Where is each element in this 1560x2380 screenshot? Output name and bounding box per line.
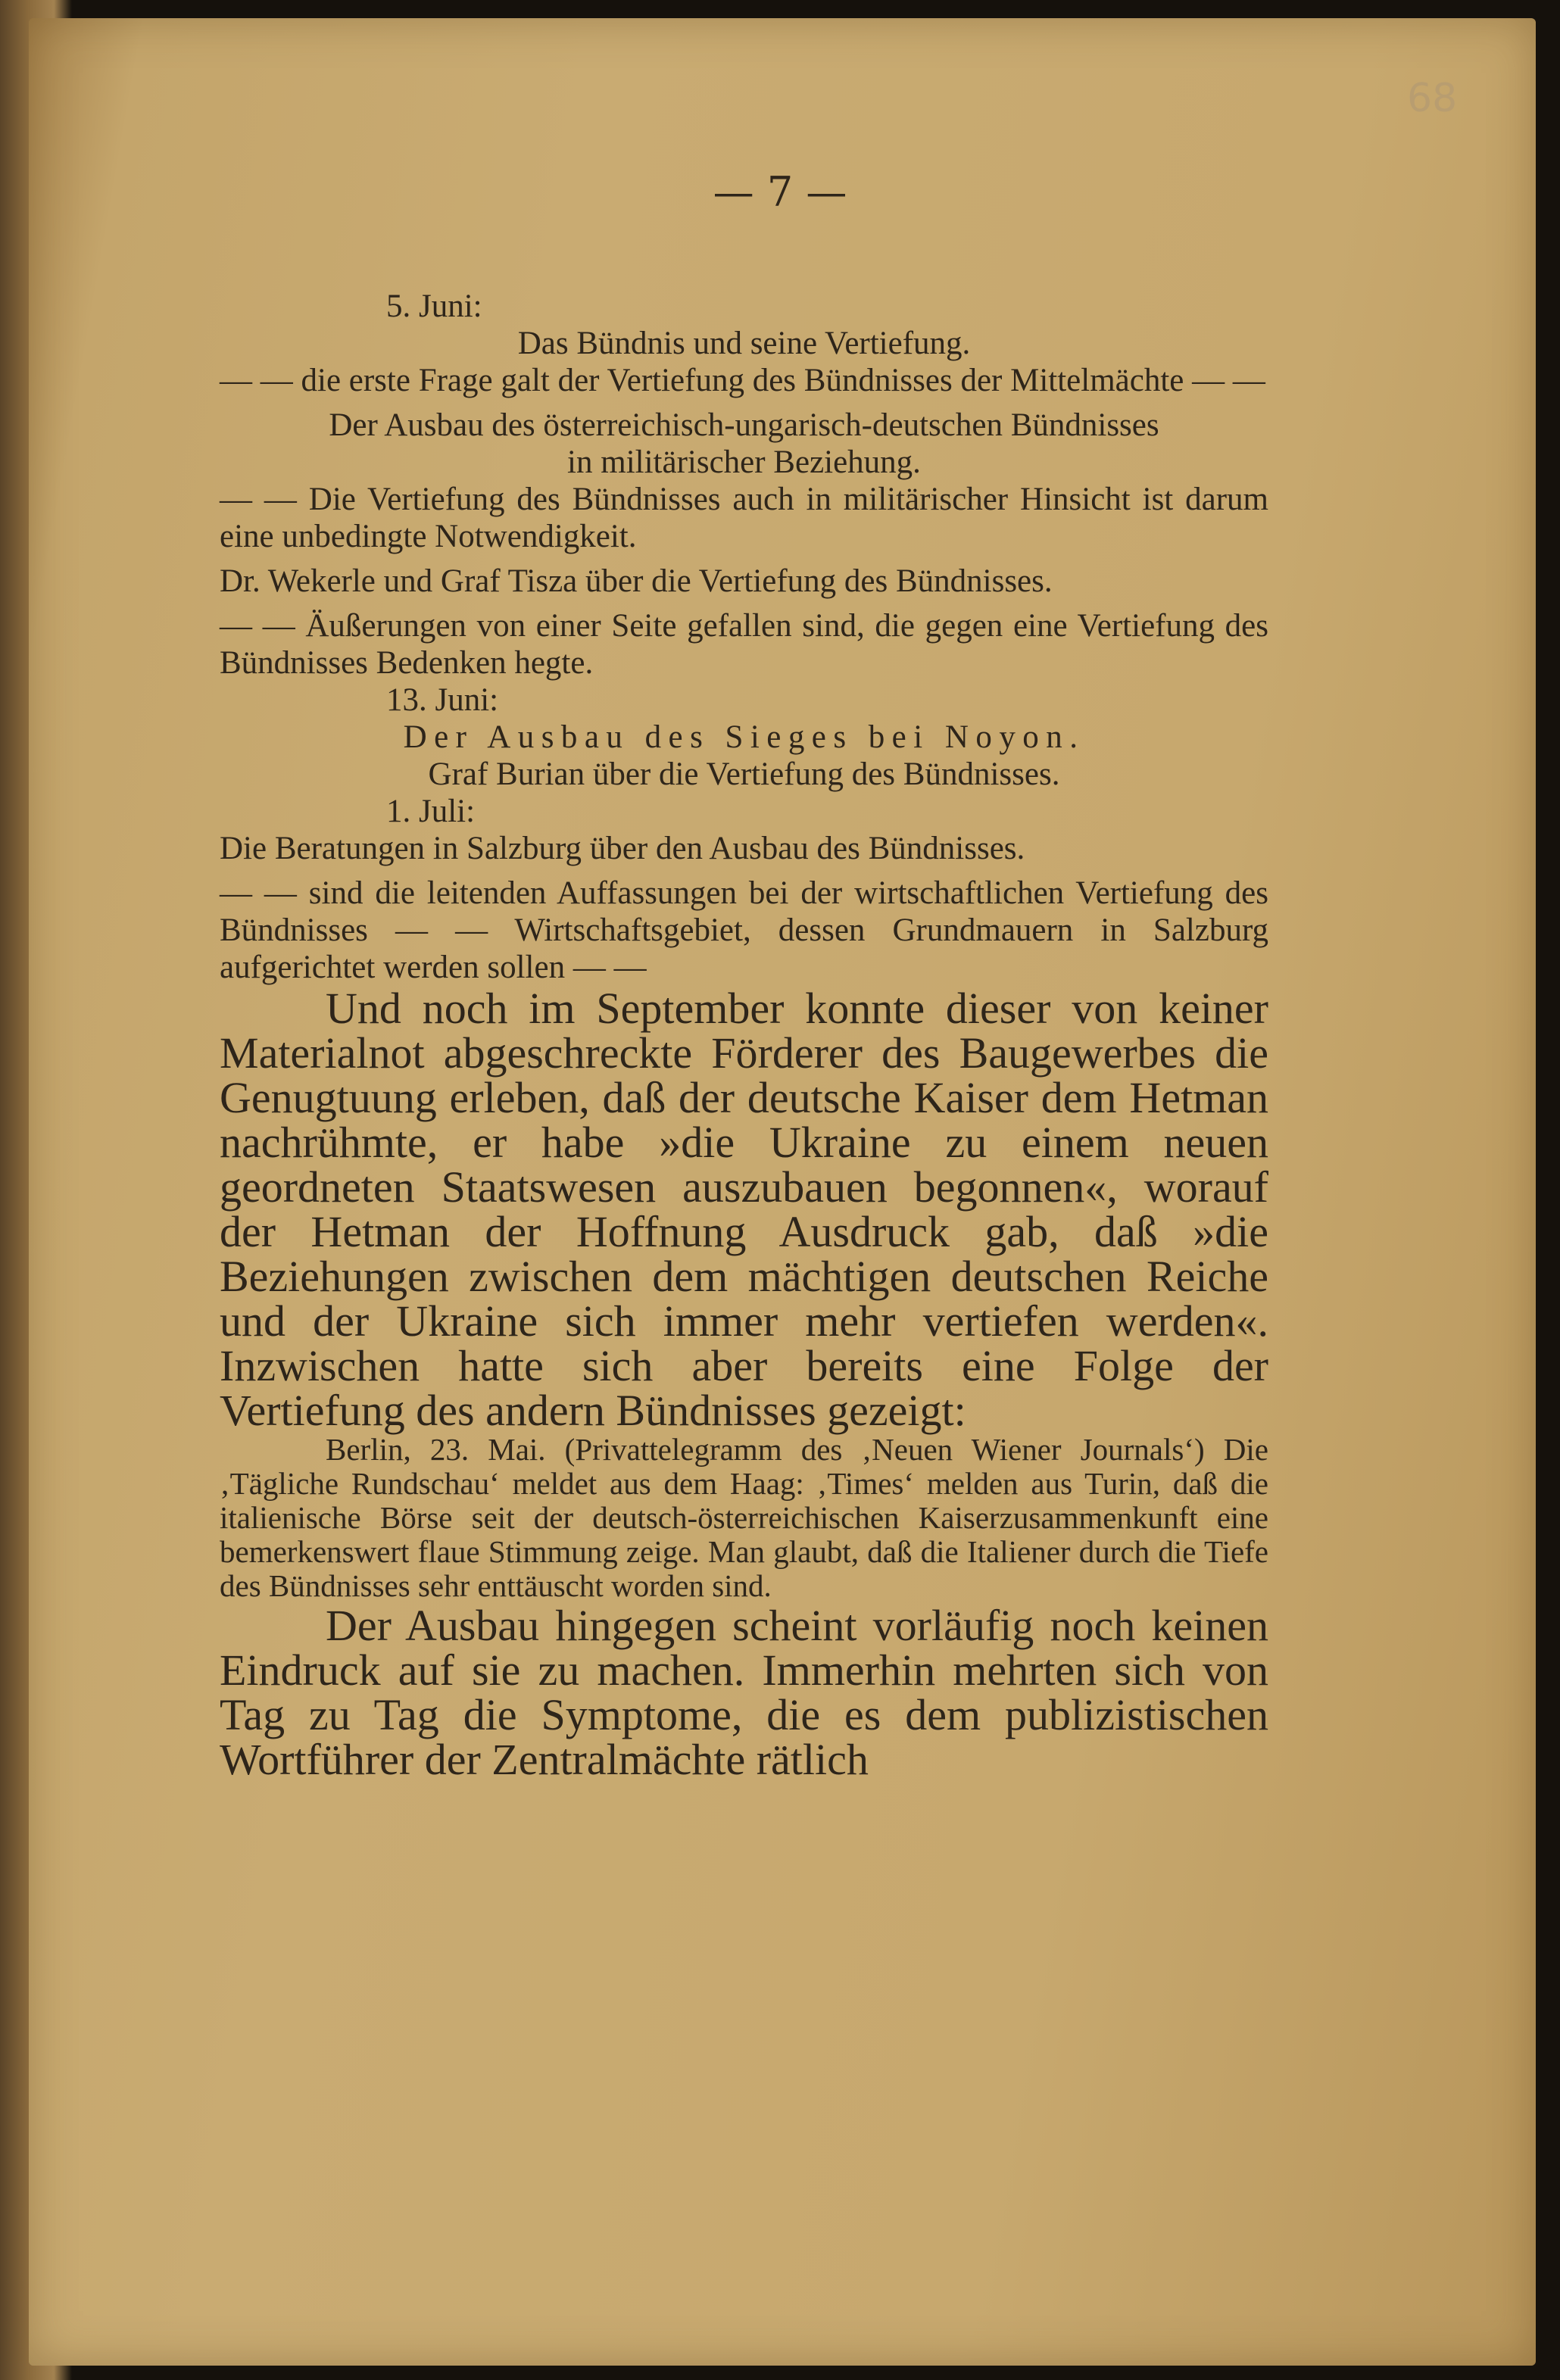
excerpt: Der Ausbau des österreichisch-ungarisch-deutschen Bündnisses xyxy=(329,407,1159,443)
excerpt: Die Beratungen in Salzburg über den Ausbau des Bündnisses. xyxy=(220,831,1025,866)
excerpt: Dr. Wekerle und Graf Tisza über die Vertiefung des Bündnisses. xyxy=(220,563,1053,599)
excerpt: in militärischer Beziehung. xyxy=(567,444,921,480)
excerpt: — — sind die leitenden Auffassungen bei der wirtschaftlichen Vertiefung des Bündnisses — — Wirtschaftsgebiet, dessen Grundmauern in Salzburg aufgerichtet werden sollen — — xyxy=(220,875,1268,985)
section-title: Der Ausbau des Sieges bei Noyon. xyxy=(403,719,1085,755)
pencil-annotation: 68 xyxy=(1407,76,1458,121)
date-heading: 1. Juli: xyxy=(386,794,476,829)
newspaper-quote: Berlin, 23. Mai. (Privattelegramm des ‚Neuen Wiener Journals‘) Die ‚Tägliche Rundschau‘ meldet aus dem Haag: ‚Times‘ melden aus Turin, daß die italienische Börse seit der deutsch-österreichischen Kaiserzusammenkunft eine bemerkenswert flaue Stimmung zeige. Man glaubt, daß die Italiener durch die Tiefe des Bündnisses sehr enttäuscht worden sind. xyxy=(220,1432,1268,1603)
body-paragraph: Der Ausbau hingegen scheint vorläufig noch keinen Eindruck auf sie zu machen. Immerhin mehrten sich von Tag zu Tag die Symptome, die es dem publizistischen Wortführer der Zentralmächte rätlich xyxy=(220,1601,1268,1784)
page-text xyxy=(220,288,1268,1782)
excerpt: — — die erste Frage galt der Vertiefung des Bündnisses der Mittelmächte — — xyxy=(220,363,1265,398)
section-title: Das Bündnis und seine Vertiefung. xyxy=(517,326,971,361)
chronicle-excerpts xyxy=(220,288,1268,986)
date-heading: 13. Juni: xyxy=(386,682,499,718)
excerpt: — — Äußerungen von einer Seite gefallen sind, die gegen eine Vertiefung des Bündnisses Bedenken hegte. xyxy=(220,608,1268,681)
date-heading: 5. Juni: xyxy=(386,289,482,324)
body-paragraph: Und noch im September konnte dieser von keiner Materialnot abgeschreckte Förderer des Baugewerbes die Genugtuung erleben, daß der deutsche Kaiser dem Hetman nachrühmte, er habe »die Ukraine zu einem neuen geordneten Staatswesen auszubauen begonnen«, worauf der Hetman der Hoffnung Ausdruck gab, daß »die Beziehungen zwischen dem mächtigen deutschen Reiche und der Ukraine sich immer mehr vertiefen werden«. Inzwischen hatte sich aber bereits eine Folge der Vertiefung des andern Bündnisses gezeigt: xyxy=(220,984,1268,1435)
excerpt: — — Die Vertiefung des Bündnisses auch in militärischer Hinsicht ist darum eine unbedingte Notwendigkeit. xyxy=(220,482,1268,554)
excerpt: Graf Burian über die Vertiefung des Bündnisses. xyxy=(428,756,1060,792)
page-number: — 7 — xyxy=(713,168,847,216)
